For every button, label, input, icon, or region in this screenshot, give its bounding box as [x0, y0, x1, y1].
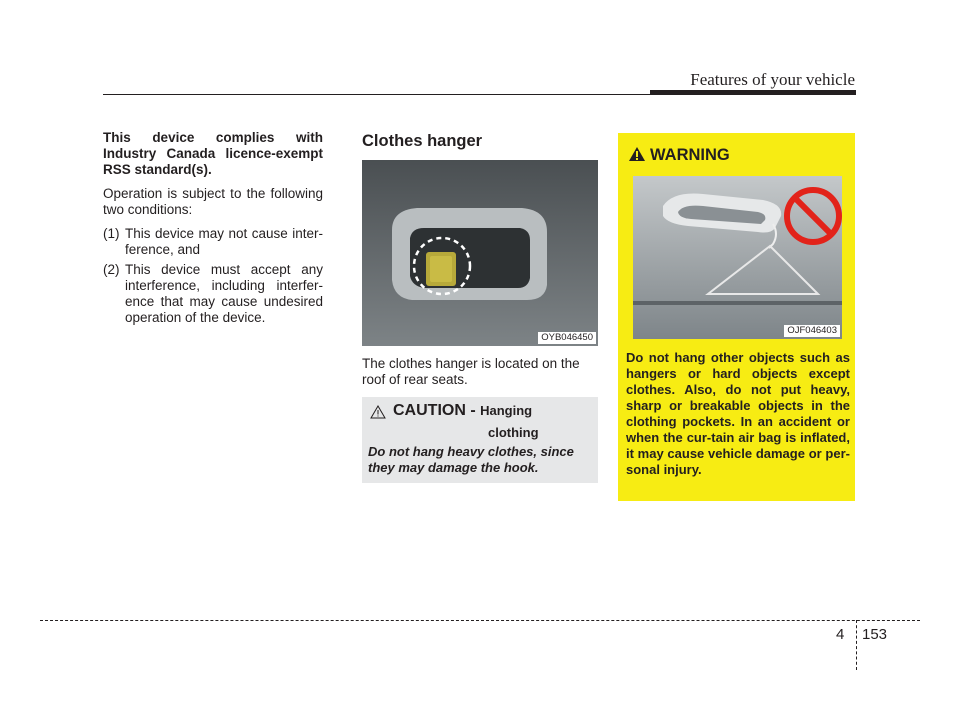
clothes-hanger-illustration — [362, 160, 598, 346]
section-heading: Clothes hanger — [362, 132, 483, 150]
list-item — [103, 262, 323, 326]
hanger-warning-illustration — [633, 176, 842, 339]
caution-label: CAUTION - — [393, 402, 476, 419]
caution-subtitle: Hanging — [480, 403, 533, 418]
location-paragraph: The clothes hanger is located on the roof of rear seats. — [362, 356, 580, 387]
conditions-intro: Operation is subject to the following two conditions: — [103, 186, 323, 217]
hanger-warning-photo — [633, 176, 842, 339]
caution-subtitle-line-2: clothing — [488, 425, 539, 440]
compliance-statement: This device complies with Industry Canada licence-exempt RSS standard(s). — [103, 130, 323, 177]
list-number: (1) — [103, 226, 120, 241]
list-item — [103, 226, 323, 258]
list-text: This device may not cause inter-ference, and — [125, 226, 323, 257]
list-text: This device must accept any interference, including interfer-ence that may cause undesired operation of the device. — [125, 262, 323, 325]
running-header: Features of your vehicle — [690, 70, 855, 89]
list-number: (2) — [103, 262, 120, 277]
caution-text: Do not hang heavy clothes, since they may damage the hook. — [368, 444, 574, 475]
footer-rule — [40, 620, 920, 621]
caution-title — [393, 402, 532, 420]
warning-text: Do not hang other objects such as hangers or hard objects except clothes. Also, do not put heavy, sharp or breakable objects in the clothing pockets. In an accident or when the cur-tain air bag is inflated, it may cause vehicle damage or per-sonal injury. — [626, 350, 850, 477]
photo-code: OYB046450 — [538, 332, 596, 344]
photo-code: OJF046403 — [784, 325, 840, 337]
warning-title: WARNING — [650, 146, 730, 164]
clothes-hanger-photo — [362, 160, 598, 346]
header-bar — [650, 90, 856, 95]
page-number: 153 — [862, 626, 888, 643]
left-column — [103, 130, 323, 330]
warning-triangle-icon — [628, 146, 646, 162]
caution-triangle-icon — [370, 405, 386, 419]
chapter-number: 4 — [836, 626, 845, 643]
footer-divider — [856, 620, 857, 670]
